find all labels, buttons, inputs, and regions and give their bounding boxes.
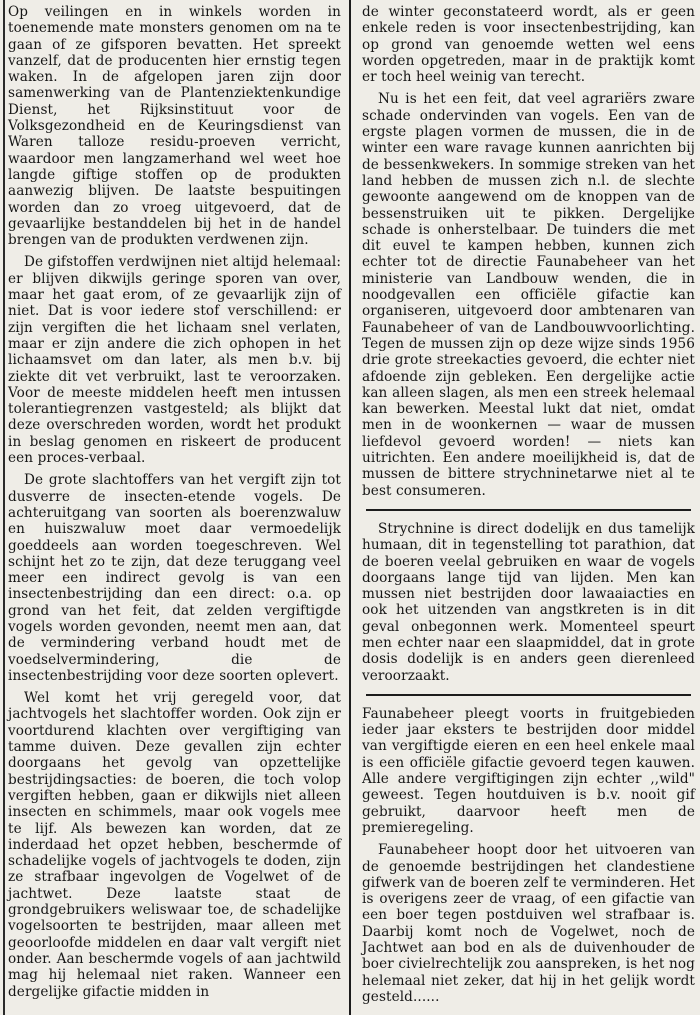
left-column <box>8 4 341 1006</box>
right-column <box>362 4 695 1011</box>
section-divider <box>366 509 691 511</box>
paragraph: Nu is het een feit, dat veel agrariërs zware schade ondervinden van vogels. Een van de ergste plagen vormen de mussen, die in de winter een ware ravage kunnen aanrichten bij de bessenkwekers. In sommige streken van het land hebben de mussen zich n.l. de slechte gewoonte aangewend om de knoppen van de bessenstruiken uit te pikken. Dergelijke schade is onherstelbaar. De tuinders die met dit euvel te kampen hebben, kunnen zich echter tot de directie Faunabeheer van het ministerie van Landbouw wenden, die in noodgevallen een officiële gifactie kan organiseren, uitgevoerd door ambtenaren van Faunabeheer of van de Landbouwvoorlichting. Tegen de mussen zijn op deze wijze sinds 1956 drie grote streekacties gevoerd, die echter niet afdoende zijn gebleken. Een dergelijke actie kan alleen slagen, als men een streek helemaal kan bewerken. Meestal lukt dat niet, omdat men in de woonkernen — waar de mussen liefdevol gevoerd worden! — niets kan uitrichten. Een andere moeilijkheid is, dat de mussen de bittere strychninetarwe niet al te best consumeren. <box>362 91 695 499</box>
paragraph: Faunabeheer hoopt door het uitvoeren van de genoemde bestrijdingen het clandestiene gifwerk van de boeren zelf te verminderen. Het is overigens zeer de vraag, of een gifactie van een boer tegen postduiven wel strafbaar is. Daarbij komt noch de Vogelwet, noch de Jachtwet aan bod en als de duivenhouder de boer civielrechtelijk zou aanspreken, is het nog helemaal niet zeker, dat hij in het gelijk wordt gesteld...... <box>362 842 695 1005</box>
section-divider <box>366 694 691 696</box>
paragraph: de winter geconstateerd wordt, als er geen enkele reden is voor insectenbestrijding, kan op grond van genoemde wetten wel eens worden opgetreden, maar in de praktijk komt er toch heel weinig van terecht. <box>362 4 695 86</box>
paragraph: Op veilingen en in winkels worden in toenemende mate monsters genomen om na te gaan of ze gifsporen bevatten. Het spreekt vanzelf, dat de producenten hier ernstig tegen waken. In de afgelopen jaren zijn door samenwerking van de Plantenziektenkundige Dienst, het Rijksinstituut voor de Volksgezondheid en de Keuringsdienst van Waren talloze residu-proeven verricht, waardoor men langzamerhand wel weet hoe langde giftige stoffen op de produkten aanwezig blijven. De laatste bespuitingen worden dan zo vroeg uitgevoerd, dat de gevaarlijke bestanddelen bij het in de handel brengen van de produkten verdwenen zijn. <box>8 4 341 249</box>
left-edge-rule <box>3 0 5 1015</box>
paragraph: Faunabeheer pleegt voorts in fruitgebieden ieder jaar eksters te bestrijden door middel van vergiftigde eieren en een heel enkele maal is een officiële gifactie gevoerd tegen kauwen. Alle andere vergiftigingen zijn echter ,,wild" geweest. Tegen houtduiven is b.v. nooit gif gebruikt, daarvoor heeft men de premieregeling. <box>362 705 695 836</box>
column-divider <box>349 0 351 1015</box>
paragraph: De gifstoffen verdwijnen niet altijd helemaal: er blijven dikwijls geringe sporen van over, maar het gaat erom, of ze gevaarlijk zijn of niet. Dat is voor iedere stof verschillend: er zijn vergiften die het lichaam snel verlaten, maar er zijn andere die zich ophopen in het lichaamsvet om dan later, als men b.v. bij ziekte dit vet verbruikt, last te veroorzaken. Voor de meeste middelen heeft men intussen tolerantiegrenzen vastgesteld; als blijkt dat deze overschreden worden, wordt het produkt in beslag genomen en riskeert de producent een proces-verbaal. <box>8 254 341 467</box>
paragraph: Wel komt het vrij geregeld voor, dat jachtvogels het slachtoffer worden. Ook zijn er voortdurend klachten over vergiftiging van tamme duiven. Deze gevallen zijn echter doorgaans het gevolg van opzettelijke bestrijdingsacties: de boeren, die toch volop vergiften hebben, gaan er dikwijls niet alleen insecten en schimmels, maar ook vogels mee te lijf. Als bewezen kan worden, dat ze inderdaad het opzet hebben, beschermde of schadelijke vogels of jachtvogels te doden, zijn ze strafbaar ingevolgen de Vogelwet of de jachtwet. Deze laatste staat de grondgebruikers weliswaar toe, de schadelijke vogelsoorten te bestrijden, maar alleen met geoorloofde middelen en daar valt vergift niet onder. Aan beschermde vogels of aan jachtwild mag hij helemaal niet raken. Wanneer een dergelijke gifactie midden in <box>8 690 341 1000</box>
paragraph: De grote slachtoffers van het vergift zijn tot dusverre de insecten-etende vogels. De achteruitgang van soorten als boerenzwaluw en huiszwaluw moet daar vermoedelijk goeddeels aan worden toegeschreven. Wel schijnt het zo te zijn, dat deze teruggang veel meer een indirect gevolg is van een insectenbestrijding dan een direct: o.a. op grond van het feit, dat zelden vergiftigde vogels worden gevonden, neemt men aan, dat de vermindering verband houdt met de voedselvermindering, die de insectenbestrijding voor deze soorten oplevert. <box>8 472 341 684</box>
paragraph: Strychnine is direct dodelijk en dus tamelijk humaan, dit in tegenstelling tot parathion, dat de boeren veelal gebruiken en waar de vogels doorgaans lange tijd van lijden. Men kan mussen niet bestrijden door lawaaiacties en ook het uitzenden van angstkreten is in dit geval onbegonnen werk. Momenteel speurt men echter naar een slaapmiddel, dat in grote dosis dodelijk is en anders geen dierenleed veroorzaakt. <box>362 520 695 684</box>
